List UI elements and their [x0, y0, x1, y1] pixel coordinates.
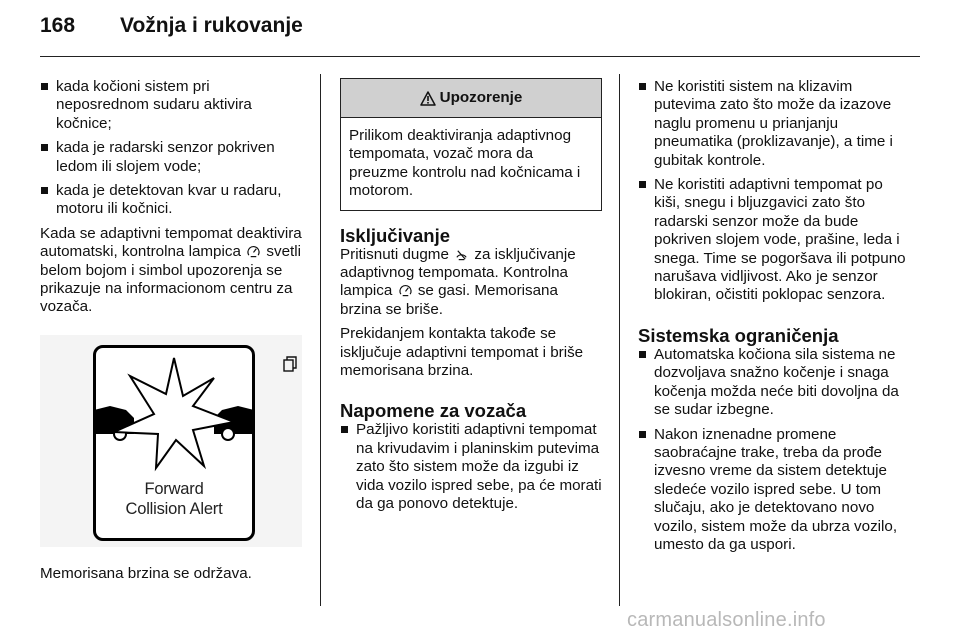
- driver-notes-list: [340, 421, 602, 513]
- list-item: kada je radarski senzor pokriven ledom ili slojem vode;: [40, 139, 302, 176]
- column-3: [638, 78, 908, 560]
- cruise-control-lamp-icon: [399, 284, 412, 297]
- column-divider-1: [320, 74, 321, 606]
- column-2: [340, 78, 602, 520]
- list-item: kada je detektovan kvar u radaru, motoru ili kočnici.: [40, 182, 302, 219]
- deactivation-conditions-list: [40, 78, 302, 219]
- warning-header: [341, 79, 601, 118]
- collision-star-icon: [96, 348, 252, 478]
- system-limits-list: [638, 346, 908, 554]
- alert-text-line-1: Forward: [144, 479, 204, 498]
- column-divider-2: [619, 74, 620, 606]
- list-item: Pažljivo koristiti adaptivni tempomat na krivudavim i planinskim putevima zato što sistem može da izgubi iz vida vozilo ispred sebe, pa će morati da ga ponovo detektuje.: [340, 421, 602, 513]
- memorized-speed-paragraph: Memorisana brzina se održava.: [40, 564, 252, 582]
- ignition-paragraph: Prekidanjem kontakta takođe se isključuje adaptivni tempomat i briše memorisana brzina.: [340, 325, 584, 380]
- page-number: 168: [40, 14, 76, 37]
- page-title: Vožnja i rukovanje: [120, 14, 303, 37]
- warning-title: Upozorenje: [439, 88, 523, 106]
- page-header: [40, 14, 920, 57]
- usage-warnings-list: [638, 78, 908, 305]
- alert-text-line-2: Collision Alert: [125, 499, 223, 518]
- deactivation-paragraph: Pritisnuti dugme za isključivanje adaptivnog tempomata. Kontrolna lampica se gasi. Memorisana brzina se briše.: [340, 245, 576, 318]
- copy-icon: [283, 356, 297, 372]
- list-item: Ne koristiti adaptivni tempomat po kiši, snegu i bljuzgavici zato što radarski senzor može da bude pokriven slojem vode, prašine, leda i snega. Time se pogoršava ili potpuno narušava vidljivost. Ako je senzor blokiran, očistiti poklopac senzora.: [638, 176, 908, 305]
- section-title-deactivation: Isključivanje: [340, 224, 451, 246]
- list-item: Nakon iznenadne promene saobraćajne trake, treba da prođe izvesno vreme da sistem detektuje sledeće vozilo ispred sebe. U tom slučaju, ako je detektovano novo vozilo, sistem može da ubrza vozilo, umesto da ga uspori.: [638, 426, 908, 555]
- warning-box: [340, 78, 602, 211]
- cruise-control-lamp-icon: [247, 245, 260, 258]
- list-item: kada kočioni sistem pri neposrednom sudaru aktivira kočnice;: [40, 78, 302, 133]
- section-title-driver-notes: Napomene za vozača: [340, 400, 527, 422]
- auto-deactivation-paragraph: Kada se adaptivni tempomat deaktivira automatski, kontrolna lampica svetli belom bojom i simbol upozorenja se prikazuje na informacionom centru za vozača.: [40, 224, 302, 316]
- watermark: carmanualsonline.info: [627, 609, 826, 631]
- warning-triangle-icon: [420, 91, 436, 106]
- forward-collision-alert-figure: [40, 335, 302, 547]
- alert-display-frame: [93, 345, 255, 541]
- column-1: [40, 78, 302, 589]
- section-title-system-limits: Sistemska ograničenja: [638, 324, 839, 346]
- list-item: Ne koristiti sistem na klizavim putevima zato što može da izazove naglu promenu u prianjanju pneumatika (proklizavanje), a time i gubitak kontrole.: [638, 78, 908, 170]
- cruise-cancel-button-icon: [455, 248, 468, 261]
- warning-body: Prilikom deaktiviranja adaptivnog tempomata, vozač mora da preuzme kontrolu nad kočnicama i motorom.: [349, 127, 581, 200]
- list-item: Automatska kočiona sila sistema ne dozvoljava snažno kočenje i snaga kočenja možda neće biti dovoljna da se sudar izbegne.: [638, 346, 908, 420]
